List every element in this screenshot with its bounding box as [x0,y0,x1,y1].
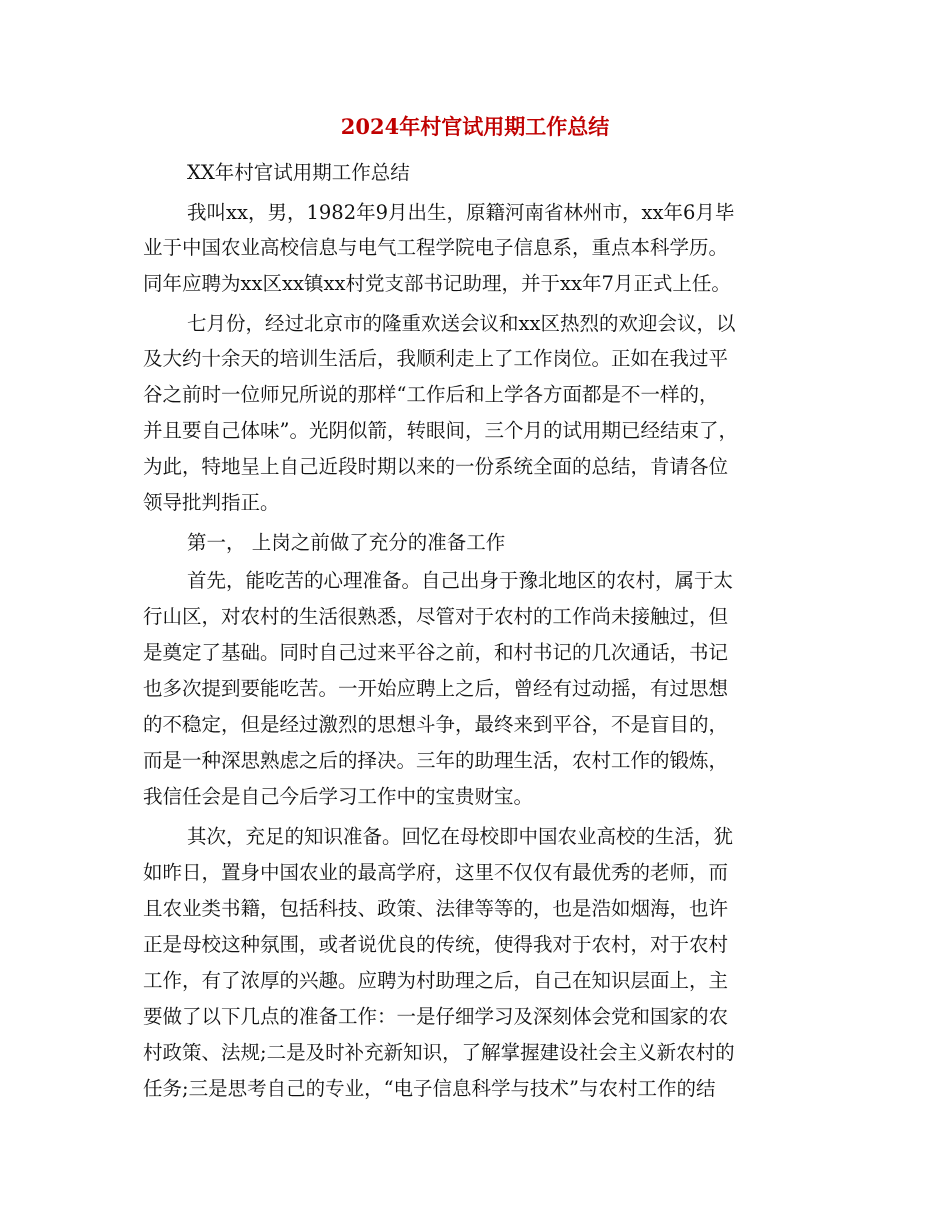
body-line: 如昨日，置身中国农业的最高学府，这里不仅仅有最优秀的老师，而 [143,861,729,884]
body-line: 是奠定了基础。同时自己过来平谷之前，和村书记的几次通话，书记 [143,641,729,664]
body-line: 及大约十余天的培训生活后，我顺利走上了工作岗位。正如在我过平 [143,347,729,370]
body-line: 正是母校这种氛围，或者说优良的传统，使得我对于农村，对于农村 [143,933,729,956]
body-line: 我叫xx，男，1982年9月出生，原籍河南省林州市，xx年6月毕 [187,201,735,224]
body-line: 行山区，对农村的生活很熟悉，尽管对于农村的工作尚未接触过，但 [143,605,729,628]
body-line: 任务;三是思考自己的专业，“电子信息科学与技术”与农村工作的结 [143,1077,716,1100]
body-line: 首先，能吃苦的心理准备。自己出身于豫北地区的农村，属于太 [187,569,734,592]
body-line: 要做了以下几点的准备工作：一是仔细学习及深刻体会党和国家的农 [143,1005,729,1028]
body-line: 领导批判指正。 [143,491,280,514]
body-line: 谷之前时一位师兄所说的那样“工作后和上学各方面都是不一样的， [143,383,719,406]
document-title: 2024年村官试用期工作总结 [340,114,610,139]
body-line: 同年应聘为xx区xx镇xx村党支部书记助理，并于xx年7月正式上任。 [143,272,731,295]
body-line: 也多次提到要能吃苦。一开始应聘上之后，曾经有过动摇，有过思想 [143,677,729,700]
body-line: 我信任会是自己今后学习工作中的宝贵财宝。 [143,785,534,808]
body-line: 并且要自己体味”。光阴似箭，转眼间，三个月的试用期已经结束了， [143,419,738,442]
body-line: 业于中国农业高校信息与电气工程学院电子信息系，重点本科学历。 [143,236,729,259]
body-line: 工作，有了浓厚的兴趣。应聘为村助理之后，自己在知识层面上，主 [143,969,729,992]
body-line: 且农业类书籍，包括科技、政策、法律等等的，也是浩如烟海，也许 [143,897,729,920]
body-line: 其次，充足的知识准备。回忆在母校即中国农业高校的生活，犹 [187,825,734,848]
subtitle-line: XX年村官试用期工作总结 [187,161,410,184]
body-line: 而是一种深思熟虑之后的择决。三年的助理生活，农村工作的锻炼， [143,749,729,772]
body-line: 的不稳定，但是经过激烈的思想斗争，最终来到平谷，不是盲目的， [143,713,729,736]
section-heading: 第一， 上岗之前做了充分的准备工作 [187,531,506,554]
body-line: 七月份，经过北京市的隆重欢送会议和xx区热烈的欢迎会议，以 [187,312,736,335]
body-line: 为此，特地呈上自己近段时期以来的一份系统全面的总结，肯请各位 [143,455,729,478]
body-line: 村政策、法规;二是及时补充新知识，了解掌握建设社会主义新农村的 [143,1041,735,1064]
